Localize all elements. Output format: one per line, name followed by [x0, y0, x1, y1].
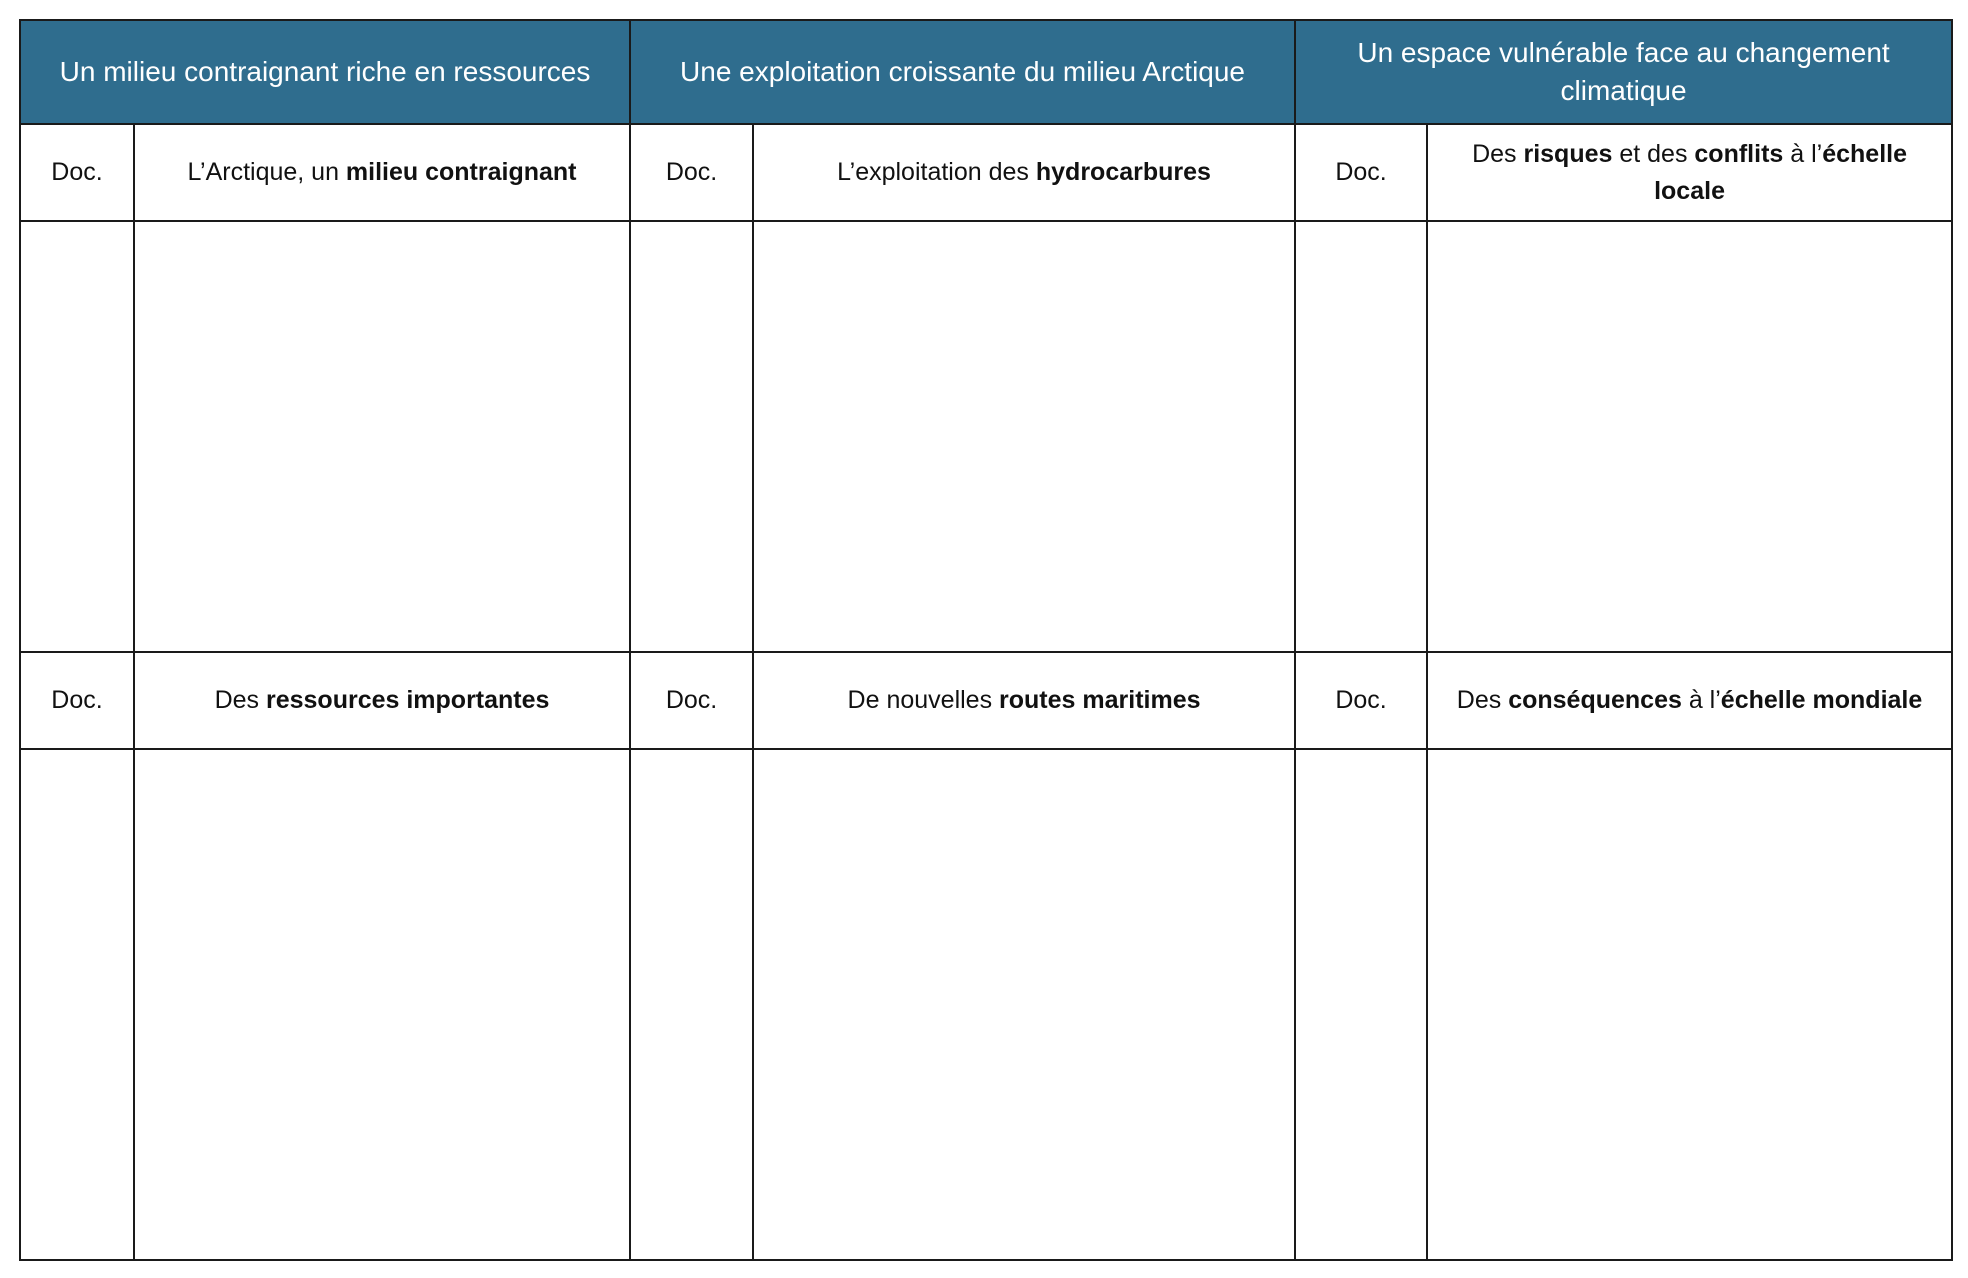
- emphasis-text: conflits: [1694, 139, 1784, 168]
- subtopic-title: L’exploitation des hydrocarbures: [753, 124, 1295, 222]
- notes-answer-cell[interactable]: [1427, 749, 1952, 1260]
- doc-answer-cell[interactable]: [1295, 221, 1427, 651]
- theme-header-row: [20, 20, 1952, 124]
- notes-answer-cell[interactable]: [753, 749, 1295, 1260]
- notes-answer-cell[interactable]: [1427, 221, 1952, 651]
- emphasis-text: milieu contraignant: [345, 158, 577, 187]
- doc-answer-cell[interactable]: [630, 221, 753, 651]
- doc-label: Doc.: [1295, 124, 1427, 222]
- doc-label: Doc.: [1295, 652, 1427, 750]
- emphasis-text: ressources importantes: [265, 685, 550, 714]
- doc-answer-cell[interactable]: [1295, 749, 1427, 1260]
- notes-answer-cell[interactable]: [753, 221, 1295, 651]
- doc-label: Doc.: [20, 124, 134, 222]
- subtopic-row-1: [20, 124, 1952, 222]
- worksheet: [19, 19, 1951, 1261]
- emphasis-text: risques: [1523, 139, 1613, 168]
- doc-answer-cell[interactable]: [630, 749, 753, 1260]
- subtopic-title: De nouvelles routes maritimes: [753, 652, 1295, 750]
- notes-answer-cell[interactable]: [134, 221, 630, 651]
- theme-header-1: Un milieu contraignant riche en ressources: [20, 20, 630, 124]
- emphasis-text: conséquences: [1508, 685, 1682, 714]
- notes-answer-cell[interactable]: [134, 749, 630, 1260]
- subtopic-row-2: [20, 652, 1952, 750]
- subtopic-title: Des risques et des conflits à l’échelle locale: [1427, 124, 1952, 222]
- subtopic-title: Des conséquences à l’échelle mondiale: [1427, 652, 1952, 750]
- doc-answer-cell[interactable]: [20, 221, 134, 651]
- doc-label: Doc.: [630, 124, 753, 222]
- emphasis-text: échelle mondiale: [1720, 685, 1923, 714]
- theme-header-3: Un espace vulnérable face au changement climatique: [1295, 20, 1952, 124]
- emphasis-text: échelle locale: [1654, 139, 1907, 205]
- theme-header-2: Une exploitation croissante du milieu Arctique: [630, 20, 1295, 124]
- emphasis-text: hydrocarbures: [1035, 158, 1211, 187]
- doc-answer-cell[interactable]: [20, 749, 134, 1260]
- subtopic-title: L’Arctique, un milieu contraignant: [134, 124, 630, 222]
- study-table: [19, 19, 1953, 1261]
- doc-label: Doc.: [20, 652, 134, 750]
- emphasis-text: routes maritimes: [999, 685, 1201, 714]
- answer-row-2: [20, 749, 1952, 1260]
- answer-row-1: [20, 221, 1952, 651]
- subtopic-title: Des ressources importantes: [134, 652, 630, 750]
- doc-label: Doc.: [630, 652, 753, 750]
